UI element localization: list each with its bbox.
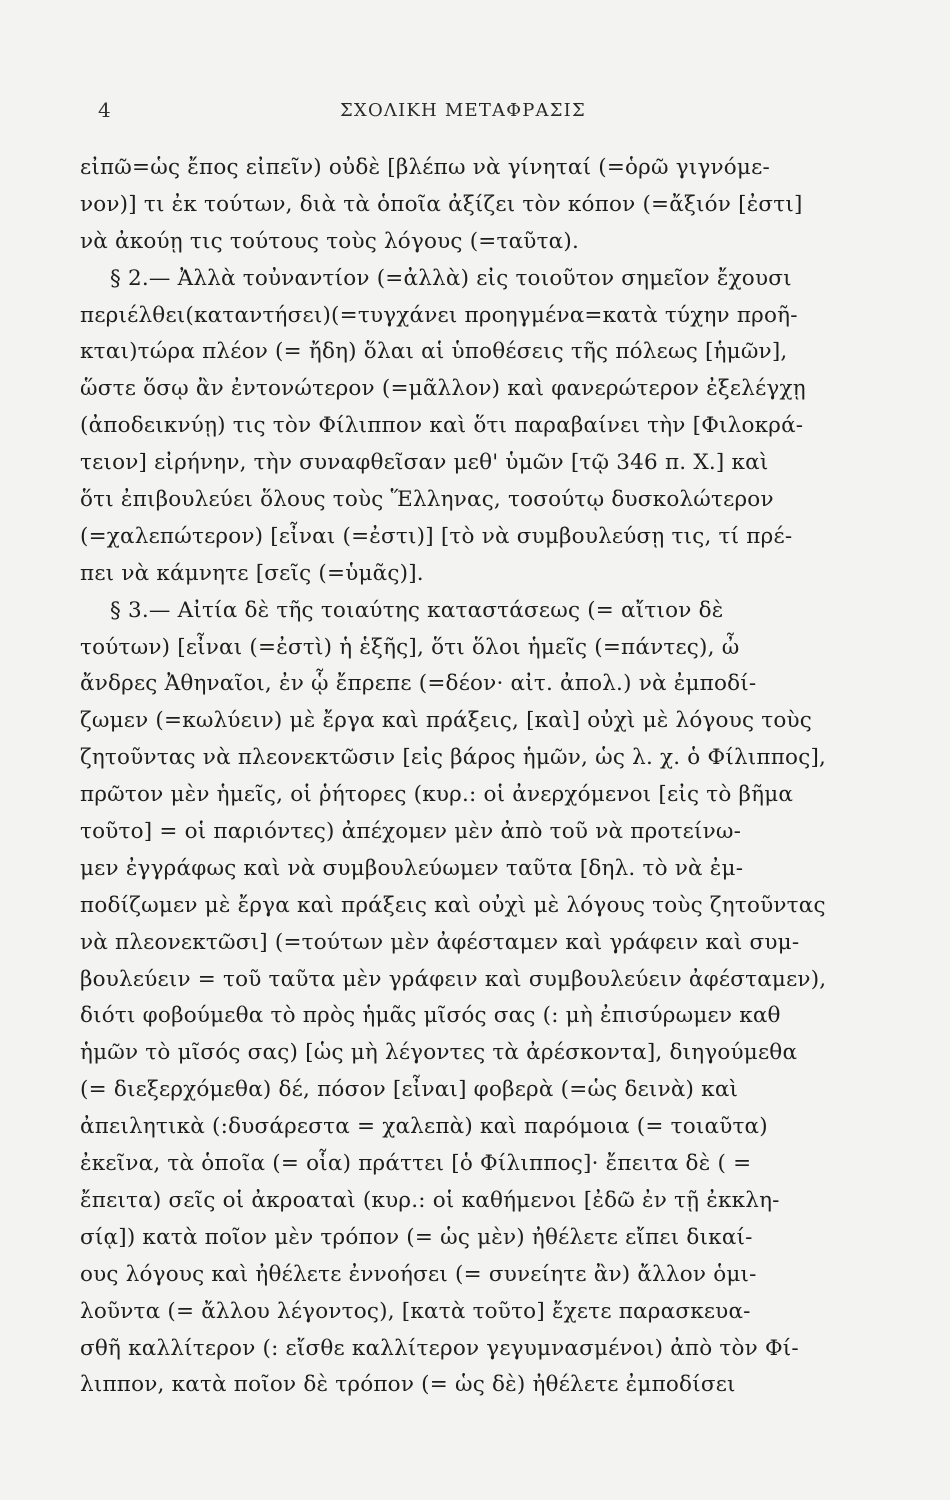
text-line: τούτων) [εἶναι (=ἐστὶ) ἡ ἑξῆς], ὅτι ὅλοι ἡμεῖς (=πάντες), ὦ <box>80 634 740 660</box>
text-line: (= διεξερχόμεθα) δέ, πόσον [εἶναι] φοβερὰ (=ὡς δεινὰ) καὶ <box>80 1077 739 1103</box>
text-line: ἡμῶν τὸ μῖσός σας) [ὡς μὴ λέγοντες τὰ ἀρέσκοντα], διηγούμεθα <box>80 1040 798 1066</box>
text-line: νὰ ἀκούῃ τις τούτους τοὺς λόγους (=ταῦτα). <box>80 228 580 254</box>
body-text <box>80 150 845 1404</box>
text-line: νὰ πλεονεκτῶσι] (=τούτων μὲν ἀφέσταμεν καὶ γράφειν καὶ συμ- <box>80 929 800 955</box>
text-line: ἀπειλητικὰ (:δυσάρεστα = χαλεπὰ) καὶ παρόμοια (= τοιαῦτα) <box>80 1114 768 1140</box>
text-line: τοῦτο] = οἱ παριόντες) ἀπέχομεν μὲν ἀπὸ τοῦ νὰ προτείνω- <box>80 819 742 845</box>
text-line: ποδίζωμεν μὲ ἔργα καὶ πράξεις καὶ οὐχὶ μὲ λόγους τοὺς ζητοῦντας <box>80 892 826 918</box>
text-line: σίᾳ]) κατὰ ποῖον μὲν τρόπον (= ὡς μὲν) ἠθέλετε εἴπει δικαί- <box>80 1224 753 1250</box>
text-line: τειον] εἰρήνην, τὴν συναφθεῖσαν μεθ' ὑμῶν [τῷ 346 π. Χ.] καὶ <box>80 450 769 476</box>
text-line: ζητοῦντας νὰ πλεονεκτῶσιν [εἰς βάρος ἡμῶν, ὡς λ. χ. ὁ Φίλιππος], <box>80 745 827 771</box>
text-line: πει νὰ κάμνητε [σεῖς (=ὑμᾶς)]. <box>80 560 424 586</box>
text-line: περιέλθει(καταντήσει)(=τυγχάνει προηγμένα=κατὰ τύχην προῆ- <box>80 302 798 328</box>
text-line: διότι φοβούμεθα τὸ πρὸς ἡμᾶς μῖσός σας (: μὴ ἐπισύρωμεν καθ <box>80 1003 781 1029</box>
text-line: σθῆ καλλίτερον (: εἴσθε καλλίτερον γεγυμνασμένοι) ἀπὸ τὸν Φί- <box>80 1335 799 1361</box>
section-line-2: § 2.— Ἀλλὰ τοὐναντίον (=ἀλλὰ) εἰς τοιοῦτον σημεῖον ἔχουσι <box>110 265 792 291</box>
text-line: ὥστε ὅσῳ ἂν ἐντονώτερον (=μᾶλλον) καὶ φανερώτερον ἐξελέγχῃ <box>80 376 806 402</box>
text-line: (=χαλεπώτερον) [εἶναι (=ἐστι)] [τὸ νὰ συμβουλεύσῃ τις, τί πρέ- <box>80 523 793 549</box>
text-line: ους λόγους καὶ ἠθέλετε ἐννοήσει (= συνείητε ἂν) ἄλλον ὁμι- <box>80 1261 757 1287</box>
page-number: 4 <box>98 98 111 122</box>
text-line: εἰπῶ=ὡς ἔπος εἰπεῖν) οὐδὲ [βλέπω νὰ γίνηταί (=ὁρῶ γιγνόμε- <box>80 155 770 180</box>
section-line-3: § 3.— Αἰτία δὲ τῆς τοιαύτης καταστάσεως (= αἴτιον δὲ <box>110 597 724 623</box>
text-line: μεν ἐγγράφως καὶ νὰ συμβουλεύωμεν ταῦτα [δηλ. τὸ νὰ ἐμ- <box>80 855 744 881</box>
text-line: ἐκεῖνα, τὰ ὁποῖα (= οἷα) πράττει [ὁ Φίλιππος]· ἔπειτα δὲ ( = <box>80 1151 752 1177</box>
text-line: πρῶτον μὲν ἡμεῖς, οἱ ῥήτορες (κυρ.: οἱ ἀνερχόμενοι [εἰς τὸ βῆμα <box>80 782 794 808</box>
running-head: ΣΧΟΛΙΚΗ ΜΕΤΑΦΡΑΣΙΣ <box>340 100 586 121</box>
text-line: λιππον, κατὰ ποῖον δὲ τρόπον (= ὡς δὲ) ἠθέλετε ἐμποδίσει <box>80 1372 736 1398</box>
text-line: ζωμεν (=κωλύειν) μὲ ἔργα καὶ πράξεις, [καὶ] οὐχὶ μὲ λόγους τοὺς <box>80 708 812 734</box>
text-line: βουλεύειν = τοῦ ταῦτα μὲν γράφειν καὶ συμβουλεύειν ἀφέσταμεν), <box>80 966 827 992</box>
text-line: κται)τώρα πλέον (= ἤδη) ὅλαι αἱ ὑποθέσεις τῆς πόλεως [ἡμῶν], <box>80 339 788 365</box>
text-line: ὅτι ἐπιβουλεύει ὅλους τοὺς Ἕλληνας, τοσούτῳ δυσκολώτερον <box>80 487 774 513</box>
text-line: ἔπειτα) σεῖς οἱ ἀκροαταὶ (κυρ.: οἱ καθήμενοι [ἐδῶ ἐν τῇ ἐκκλη- <box>80 1187 780 1213</box>
text-line: νον)] τι ἐκ τούτων, διὰ τὰ ὁποῖα ἀξίζει τὸν κόπον (=ἄξιόν [ἐστι] <box>80 191 803 217</box>
text-line: λοῦντα (= ἄλλου λέγοντος), [κατὰ τοῦτο] ἔχετε παρασκευα- <box>80 1298 751 1324</box>
text-line: (ἀποδεικνύῃ) τις τὸν Φίλιππον καὶ ὅτι παραβαίνει τὴν [Φιλοκρά- <box>80 413 804 439</box>
text-line: ἄνδρες Ἀθηναῖοι, ἐν ᾧ ἔπρεπε (=δέον· αἰτ. ἀπολ.) νὰ ἐμποδί- <box>80 671 757 697</box>
